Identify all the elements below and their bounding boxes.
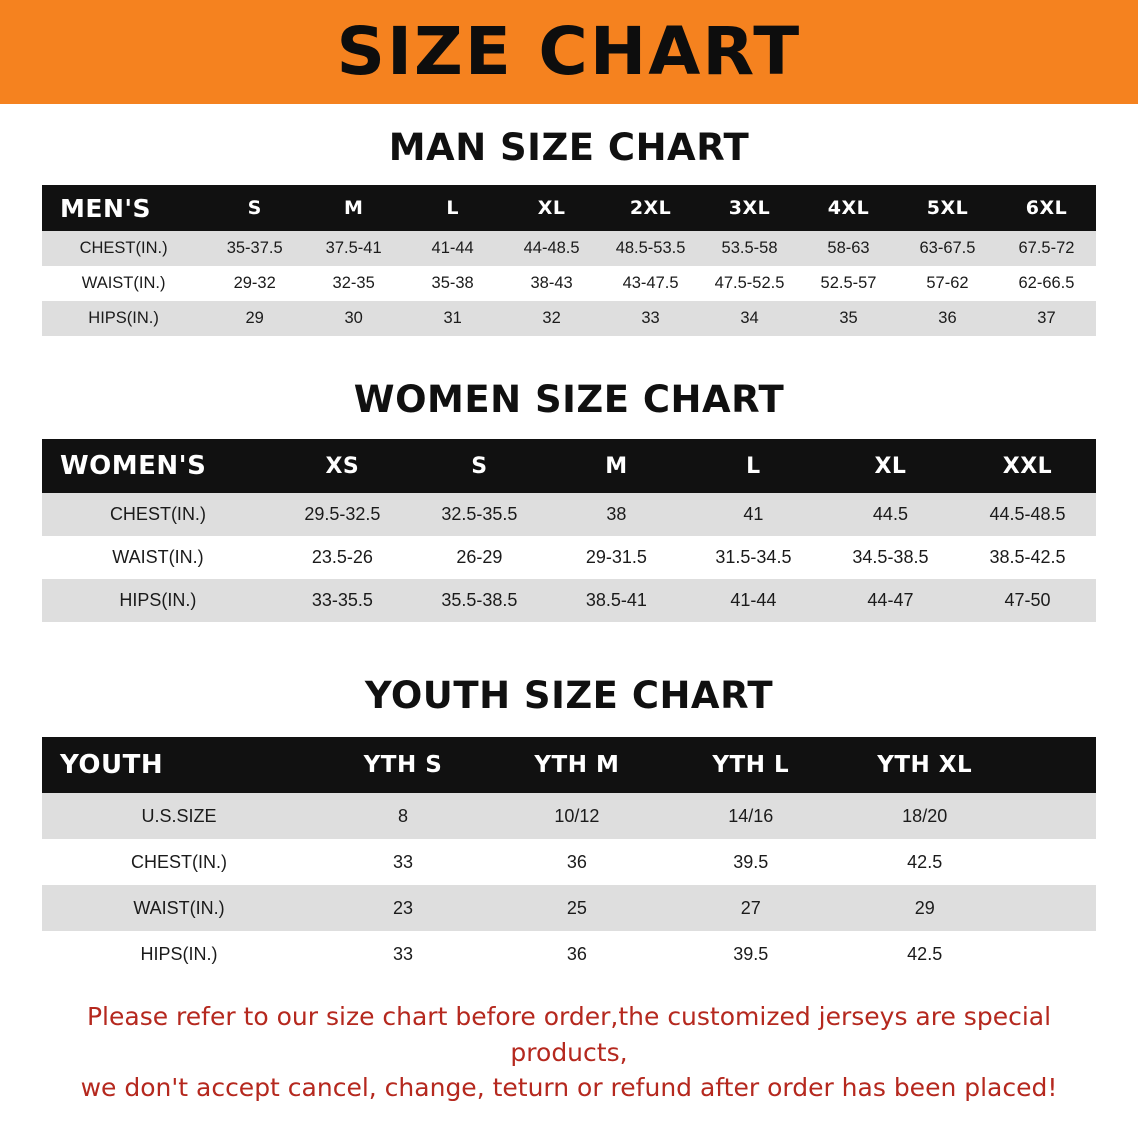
table-cell: 10/12: [490, 793, 664, 839]
table-cell: 38.5-41: [548, 579, 685, 622]
column-header: YTH S: [316, 737, 490, 793]
column-header: 4XL: [799, 185, 898, 231]
table-cell: 37.5-41: [304, 231, 403, 266]
table-cell: 33-35.5: [274, 579, 411, 622]
table-cell: 33: [601, 301, 700, 336]
row-label: WAIST(IN.): [42, 266, 205, 301]
column-header: S: [411, 439, 548, 493]
table-cell: 63-67.5: [898, 231, 997, 266]
table-cell-spacer: [1012, 793, 1096, 839]
banner-title: SIZE CHART: [336, 13, 802, 90]
column-header: S: [205, 185, 304, 231]
table-cell: 38-43: [502, 266, 601, 301]
column-header: YTH XL: [838, 737, 1012, 793]
column-header: XL: [822, 439, 959, 493]
table-cell: 27: [664, 885, 838, 931]
column-header: L: [685, 439, 822, 493]
table-row: [42, 493, 1096, 536]
table-cell: 35.5-38.5: [411, 579, 548, 622]
column-header: 5XL: [898, 185, 997, 231]
table-cell: 42.5: [838, 839, 1012, 885]
man-section-title: MAN SIZE CHART: [388, 126, 750, 169]
table-cell: 34.5-38.5: [822, 536, 959, 579]
table-cell: 8: [316, 793, 490, 839]
row-label: U.S.SIZE: [42, 793, 316, 839]
youth-size-table: [42, 737, 1096, 977]
row-label: HIPS(IN.): [42, 301, 205, 336]
row-label: CHEST(IN.): [42, 493, 274, 536]
table-cell: 62-66.5: [997, 266, 1096, 301]
table-cell: 38: [548, 493, 685, 536]
table-cell: 14/16: [664, 793, 838, 839]
column-header: MEN'S: [42, 185, 205, 231]
table-cell: 47.5-52.5: [700, 266, 799, 301]
table-cell: 33: [316, 931, 490, 977]
women-table-wrapper: [42, 439, 1096, 622]
table-cell: 35-38: [403, 266, 502, 301]
man-size-table: [42, 185, 1096, 336]
table-cell: 31.5-34.5: [685, 536, 822, 579]
table-cell: 23.5-26: [274, 536, 411, 579]
banner: [0, 0, 1138, 104]
man-table-wrapper: [42, 185, 1096, 336]
row-label: WAIST(IN.): [42, 536, 274, 579]
table-row: [42, 885, 1096, 931]
table-cell: 25: [490, 885, 664, 931]
table-cell: 29: [838, 885, 1012, 931]
row-label: CHEST(IN.): [42, 839, 316, 885]
table-cell: 33: [316, 839, 490, 885]
table-cell: 31: [403, 301, 502, 336]
table-cell: 18/20: [838, 793, 1012, 839]
table-cell: 39.5: [664, 931, 838, 977]
table-cell: 58-63: [799, 231, 898, 266]
column-header: YOUTH: [42, 737, 316, 793]
table-row: [42, 931, 1096, 977]
table-cell-spacer: [1012, 839, 1096, 885]
column-header: L: [403, 185, 502, 231]
table-cell: 34: [700, 301, 799, 336]
table-cell: 38.5-42.5: [959, 536, 1096, 579]
table-cell: 41: [685, 493, 822, 536]
table-row: [42, 301, 1096, 336]
table-cell: 43-47.5: [601, 266, 700, 301]
table-cell: 29-31.5: [548, 536, 685, 579]
table-cell: 57-62: [898, 266, 997, 301]
table-row: [42, 579, 1096, 622]
table-cell-spacer: [1012, 885, 1096, 931]
column-header: XXL: [959, 439, 1096, 493]
table-cell: 23: [316, 885, 490, 931]
table-cell: 37: [997, 301, 1096, 336]
table-cell: 44-47: [822, 579, 959, 622]
column-header-spacer: [1012, 737, 1096, 793]
table-cell: 44.5: [822, 493, 959, 536]
table-row: [42, 266, 1096, 301]
table-cell: 29: [205, 301, 304, 336]
table-cell: 32-35: [304, 266, 403, 301]
table-cell: 41-44: [403, 231, 502, 266]
column-header: WOMEN'S: [42, 439, 274, 493]
table-cell: 53.5-58: [700, 231, 799, 266]
table-cell: 39.5: [664, 839, 838, 885]
table-header-row: [42, 185, 1096, 231]
column-header: M: [304, 185, 403, 231]
disclaimer-note: [40, 999, 1098, 1106]
youth-table-wrapper: [42, 737, 1096, 977]
table-row: [42, 536, 1096, 579]
table-row: [42, 793, 1096, 839]
table-cell: 41-44: [685, 579, 822, 622]
table-cell: 30: [304, 301, 403, 336]
table-cell: 35: [799, 301, 898, 336]
table-row: [42, 231, 1096, 266]
column-header: XL: [502, 185, 601, 231]
column-header: M: [548, 439, 685, 493]
table-cell: 44.5-48.5: [959, 493, 1096, 536]
table-cell: 35-37.5: [205, 231, 304, 266]
row-label: WAIST(IN.): [42, 885, 316, 931]
table-row: [42, 839, 1096, 885]
women-section-title: WOMEN SIZE CHART: [353, 378, 785, 421]
table-cell: 67.5-72: [997, 231, 1096, 266]
column-header: YTH M: [490, 737, 664, 793]
row-label: HIPS(IN.): [42, 579, 274, 622]
column-header: XS: [274, 439, 411, 493]
youth-section-title: YOUTH SIZE CHART: [364, 674, 774, 717]
table-cell: 36: [898, 301, 997, 336]
table-header-row: [42, 737, 1096, 793]
column-header: 2XL: [601, 185, 700, 231]
table-cell: 42.5: [838, 931, 1012, 977]
table-cell: 36: [490, 839, 664, 885]
table-cell: 29.5-32.5: [274, 493, 411, 536]
table-cell: 32: [502, 301, 601, 336]
table-cell-spacer: [1012, 931, 1096, 977]
disclaimer-line-1: Please refer to our size chart before order,the customized jerseys are special products,: [86, 1002, 1052, 1067]
disclaimer-line-2: we don't accept cancel, change, teturn or refund after order has been placed!: [80, 1073, 1058, 1102]
column-header: YTH L: [664, 737, 838, 793]
row-label: CHEST(IN.): [42, 231, 205, 266]
column-header: 6XL: [997, 185, 1096, 231]
table-cell: 29-32: [205, 266, 304, 301]
table-header-row: [42, 439, 1096, 493]
table-cell: 48.5-53.5: [601, 231, 700, 266]
row-label: HIPS(IN.): [42, 931, 316, 977]
women-size-table: [42, 439, 1096, 622]
table-cell: 44-48.5: [502, 231, 601, 266]
table-cell: 26-29: [411, 536, 548, 579]
table-cell: 36: [490, 931, 664, 977]
table-cell: 47-50: [959, 579, 1096, 622]
table-cell: 52.5-57: [799, 266, 898, 301]
table-cell: 32.5-35.5: [411, 493, 548, 536]
column-header: 3XL: [700, 185, 799, 231]
